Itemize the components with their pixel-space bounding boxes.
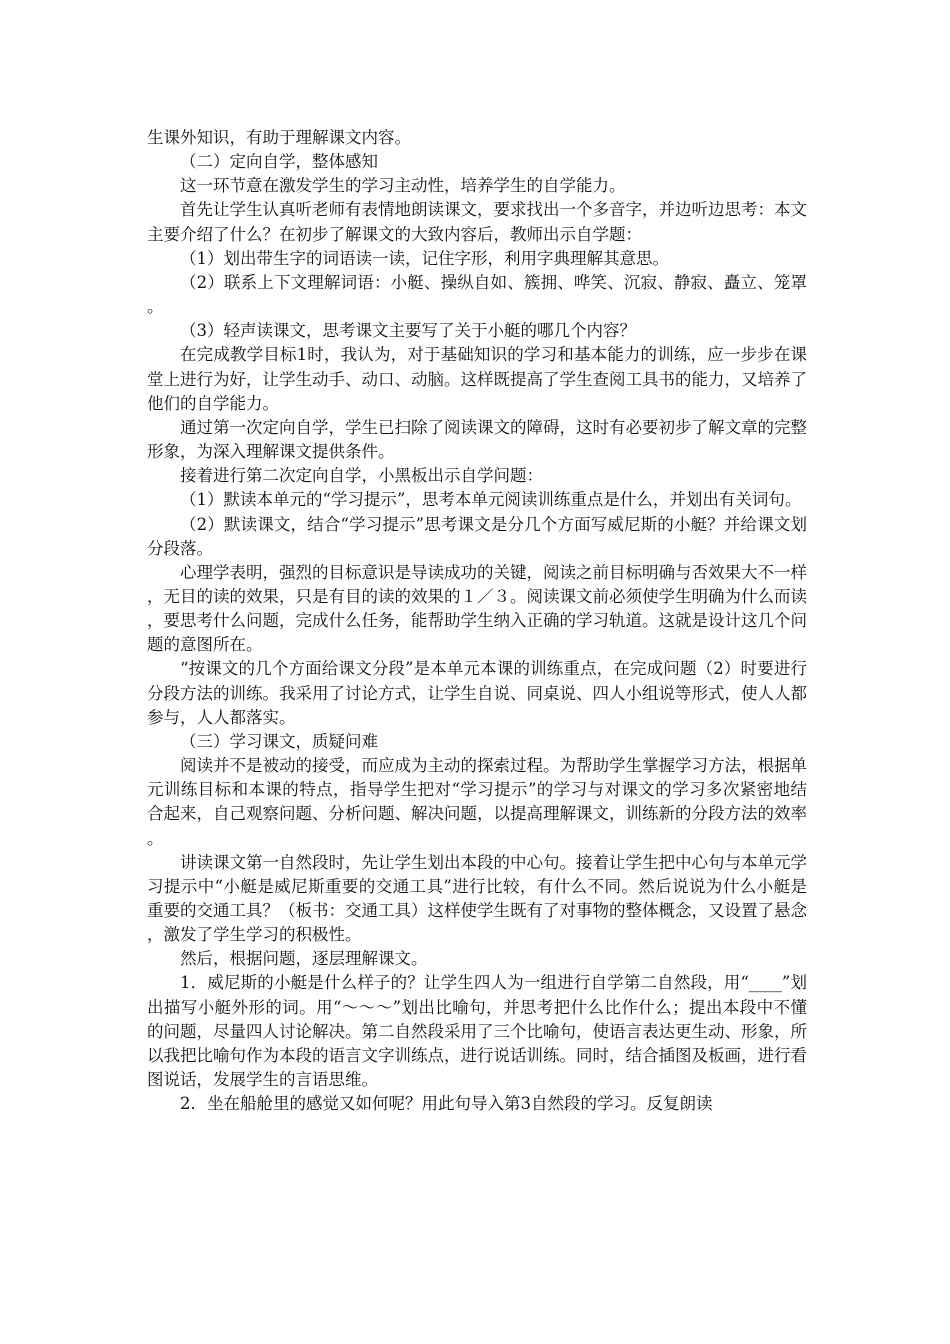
paragraph: “按课文的几个方面给课文分段”是本单元本课的训练重点，在完成问题（2）时要进行分段方法的训练。我采用了讨论方式，让学生自说、同桌说、四人小组说等形式，使人人都参与，人人都落实。 xyxy=(147,659,807,727)
paragraph: 阅读并不是被动的接受，而应成为主动的探索过程。为帮助学生掌握学习方法，根据单元训练目标和本课的特点，指导学生把对“学习提示”的学习与对课文的学习多次紧密地结合起来，自己观察问题、分析问题、解决问题，以提高理解课文，训练新的分段方法的效率。 xyxy=(147,756,807,848)
paragraph: 通过第一次定向自学，学生已扫除了阅读课文的障碍，这时有必要初步了解文章的完整形象，为深入理解课文提供条件。 xyxy=(147,417,807,462)
paragraph: 然后，根据问题，逐层理解课文。 xyxy=(180,949,428,969)
list-item: （1）划出带生字的词语读一读，记住字形，利用字典理解其意思。 xyxy=(180,248,669,268)
list-item: （3）轻声读课文，思考课文主要写了关于小艇的哪几个内容？ xyxy=(180,321,636,341)
list-item: （2）联系上下文理解词语：小艇、操纵自如、簇拥、哗笑、沉寂、静寂、矗立、笼罩。 xyxy=(147,272,807,317)
list-item: 1．威尼斯的小艇是什么样子的？让学生四人为一组进行自学第二自然段，用“____”划出描写小艇外形的词。用“～～～”划出比喻句，并思考把什么比作什么；提出本段中不懂的问题，尽量四人讨论解决。第二自然段采用了三个比喻句，使语言表达更生动、形象，所以我把比喻句作为本段的语言文字训练点，进行说话训练。同时，结合插图及板画，进行看图说话，发展学生的言语思维。 xyxy=(147,973,807,1090)
paragraph: 心理学表明，强烈的目标意识是导读成功的关键，阅读之前目标明确与否效果大不一样，无目的读的效果，只是有目的读的效果的１／３。阅读课文前必须使学生明确为什么而读，要思考什么问题，完成什么任务，能帮助学生纳入正确的学习轨道。这就是设计这几个问题的意图所在。 xyxy=(147,562,807,655)
paragraph: 首先让学生认真听老师有表情地朗读课文，要求找出一个多音字，并边听边思考：本文主要介绍了什么？在初步了解课文的大致内容后，教师出示自学题： xyxy=(147,200,807,244)
paragraph: 生课外知识，有助于理解课文内容。 xyxy=(147,128,411,147)
section-heading-3: （三）学习课文，质疑问难 xyxy=(180,731,378,751)
paragraph: 讲读课文第一自然段时，先让学生划出本段的中心句。接着让学生把中心句与本单元学习提示中“小艇是威尼斯重要的交通工具”进行比较，有什么不同。然后说说为什么小艇是重要的交通工具？（板书：交通工具）这样使学生既有了对事物的整体概念，又设置了悬念，激发了学生学习的积极性。 xyxy=(147,852,807,945)
list-item: 2．坐在船舱里的感觉又如何呢？用此句导入第3自然段的学习。反复朗读 xyxy=(180,1094,713,1114)
paragraph: 在完成教学目标1时，我认为，对于基础知识的学习和基本能力的训练，应一步步在课堂上进行为好，让学生动手、动口、动脑。这样既提高了学生查阅工具书的能力，又培养了他们的自学能力。 xyxy=(147,345,807,413)
list-item: （2）默读课文，结合“学习提示”思考课文是分几个方面写威尼斯的小艇？并给课文划分段落。 xyxy=(147,514,807,558)
section-heading-2: （二）定向自学，整体感知 xyxy=(180,152,378,172)
paragraph: 接着进行第二次定向自学，小黑板出示自学问题： xyxy=(180,466,543,486)
paragraph: 这一环节意在激发学生的学习主动性，培养学生的自学能力。 xyxy=(180,176,626,196)
list-item: （1）默读本单元的“学习提示”，思考本单元阅读训练重点是什么，并划出有关词句。 xyxy=(180,490,802,510)
document-body xyxy=(147,126,807,1116)
